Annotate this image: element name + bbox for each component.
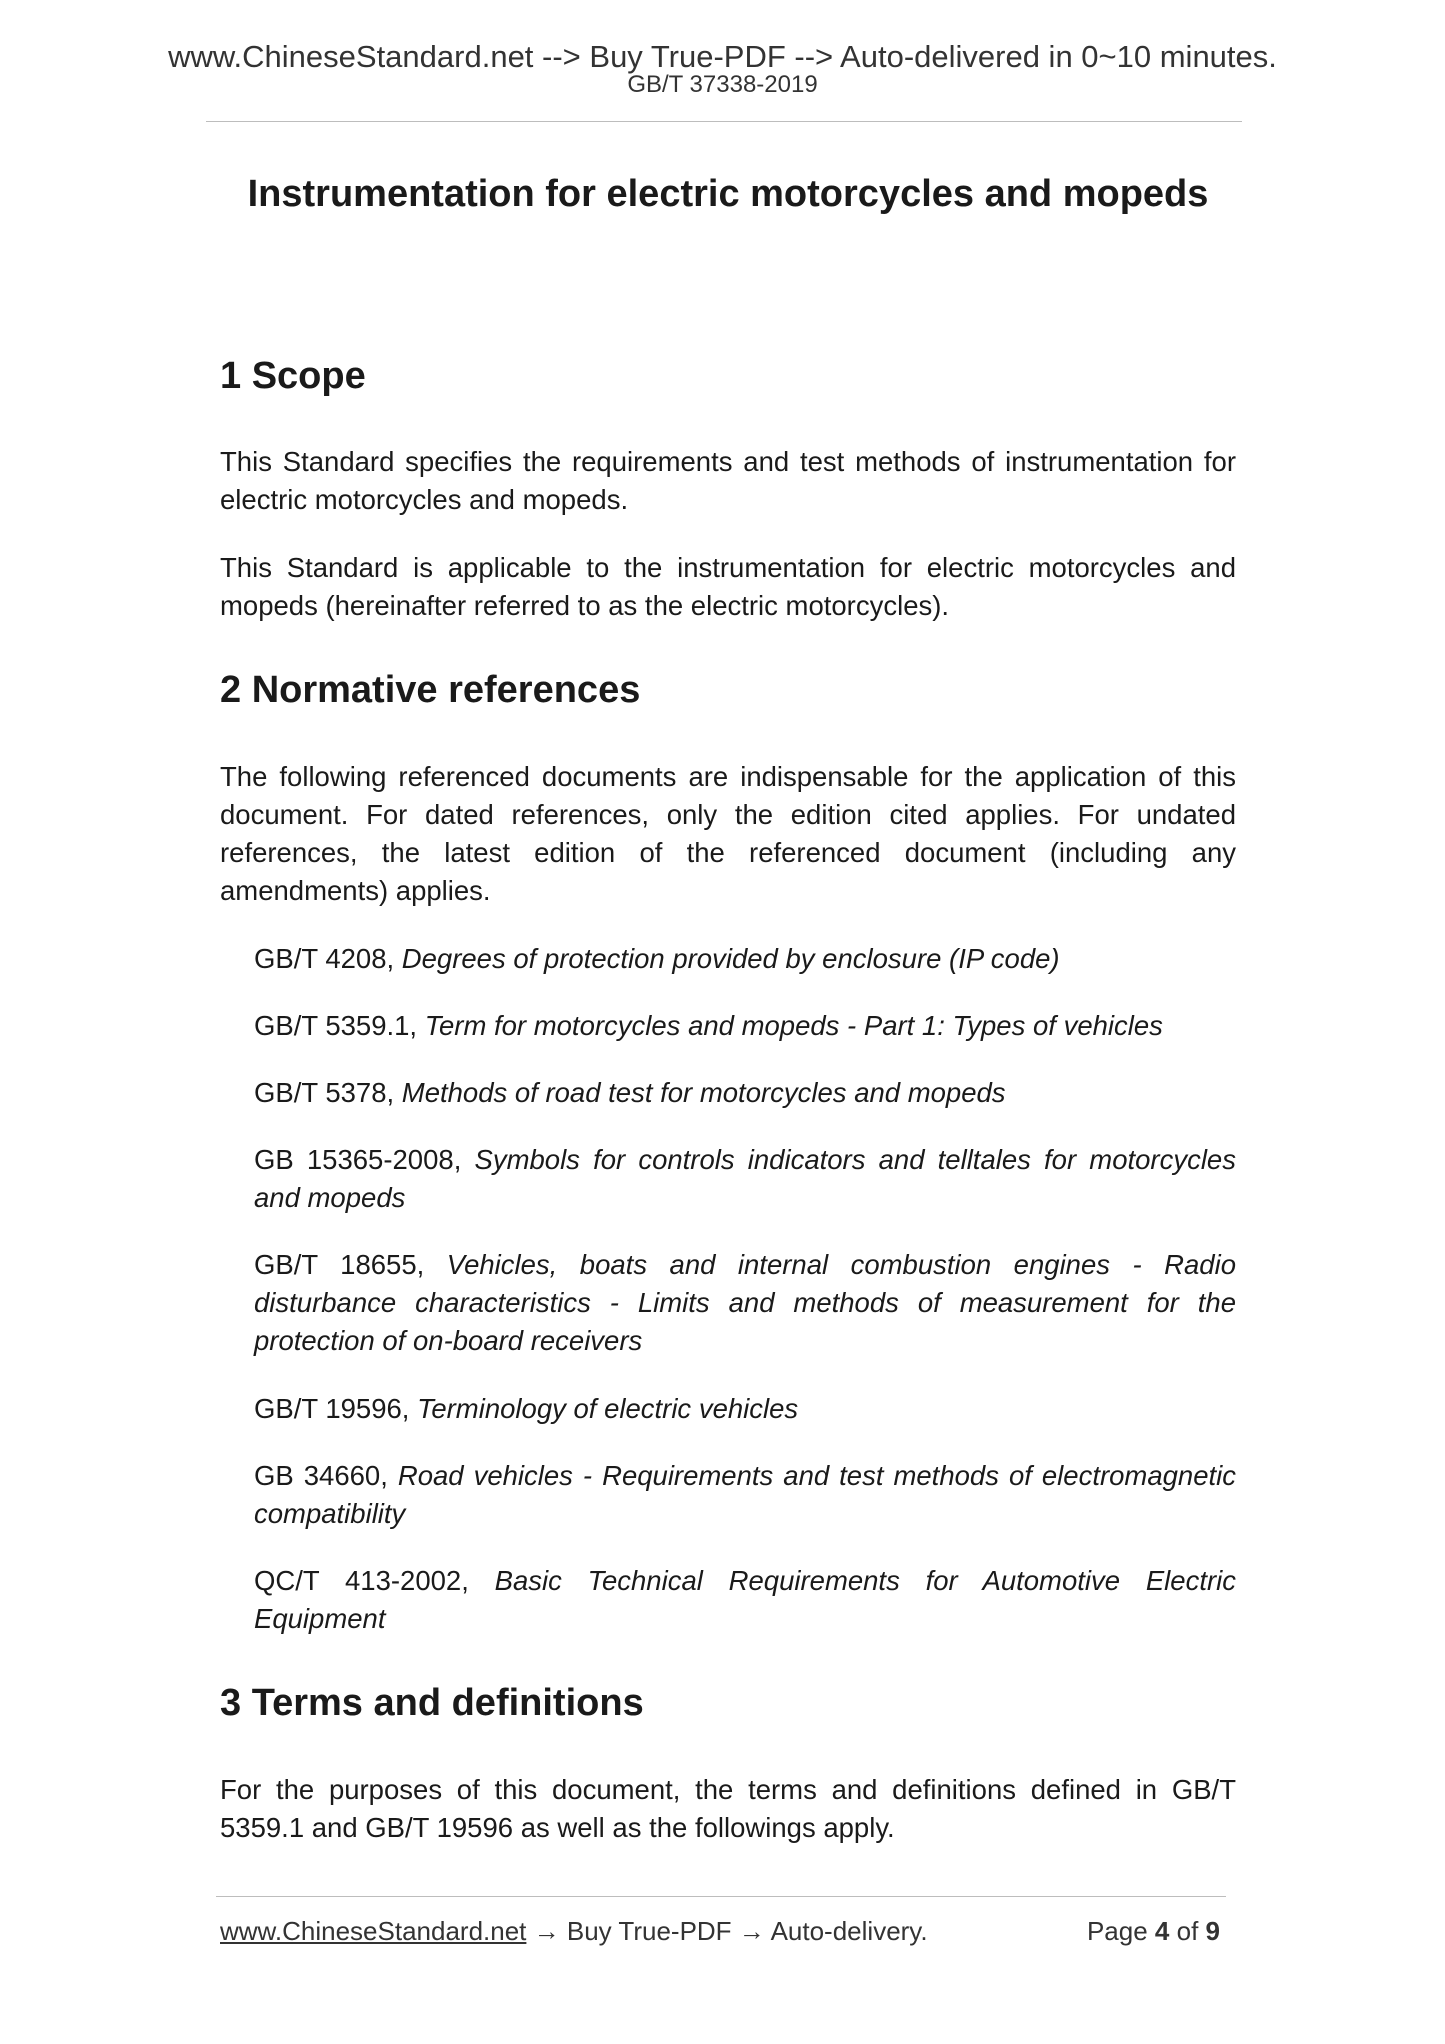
header-divider — [206, 121, 1242, 122]
reference-title: Methods of road test for motorcycles and mopeds — [401, 1077, 1006, 1108]
reference-title: Vehicles, boats and internal combustion engines - Radio disturbance characteristics - Limits and methods of measurement for the protection of on-board receivers — [254, 1249, 1236, 1356]
reference-code: GB/T 4208, — [254, 943, 402, 974]
reference-item — [254, 1390, 1236, 1428]
reference-item — [254, 1562, 1236, 1638]
reference-title: Degrees of protection provided by enclosure (IP code) — [401, 943, 1060, 974]
page-label: Page — [1086, 1916, 1155, 1946]
reference-code: GB/T 19596, — [254, 1393, 418, 1424]
footer-divider — [216, 1896, 1226, 1897]
reference-item — [254, 1074, 1236, 1112]
header-banner: www.ChineseStandard.net --> Buy True-PDF --> Auto-delivered in 0~10 minutes. — [168, 39, 1277, 74]
reference-code: GB 15365-2008, — [254, 1144, 475, 1175]
page-of: of — [1169, 1916, 1206, 1946]
reference-code: GB 34660, — [254, 1460, 398, 1491]
heading-terms-definitions: 3 Terms and definitions — [220, 1682, 644, 1724]
reference-code: GB/T 18655, — [254, 1249, 447, 1280]
reference-title: Road vehicles - Requirements and test methods of electromagnetic compatibility — [254, 1460, 1237, 1529]
reference-item — [254, 1457, 1236, 1533]
reference-item — [254, 1007, 1236, 1045]
reference-code: GB/T 5359.1, — [254, 1010, 425, 1041]
terms-paragraph-1: For the purposes of this document, the terms and definitions defined in GB/T 5359.1 and GB/T 19596 as well as the followings apply. — [220, 1774, 1236, 1843]
reference-item — [254, 1141, 1236, 1217]
footer-promo — [220, 1916, 928, 1946]
scope-paragraph-2: This Standard is applicable to the instrumentation for electric motorcycles and mopeds (hereinafter referred to as the electric motorcycles). — [220, 552, 1236, 621]
footer-site-link[interactable]: www.ChineseStandard.net — [220, 1916, 527, 1946]
heading-normative-references: 2 Normative references — [220, 669, 641, 711]
reference-title: Term for motorcycles and mopeds - Part 1: Types of vehicles — [424, 1010, 1163, 1041]
heading-scope: 1 Scope — [220, 355, 366, 397]
reference-title: Terminology of electric vehicles — [417, 1393, 799, 1424]
reference-item — [254, 1246, 1236, 1360]
page-indicator — [1087, 1916, 1220, 1946]
document-title: Instrumentation for electric motorcycles and mopeds — [247, 173, 1209, 215]
reference-title: Basic Technical Requirements for Automotive Electric Equipment — [254, 1565, 1236, 1634]
reference-title: Symbols for controls indicators and telltales for motorcycles and mopeds — [254, 1144, 1236, 1213]
scope-paragraph-1: This Standard specifies the requirements and test methods of instrumentation for electric motorcycles and mopeds. — [220, 446, 1236, 515]
normative-intro: The following referenced documents are indispensable for the application of this document. For dated references, only the edition cited applies. For undated references, the latest edition of the referenced document (including any amendments) applies. — [220, 761, 1236, 906]
page-total: 9 — [1205, 1916, 1220, 1946]
footer-promo-text: → Buy True-PDF → Auto-delivery. — [526, 1916, 928, 1946]
standard-code: GB/T 37338-2019 — [627, 71, 818, 98]
reference-code: GB/T 5378, — [254, 1077, 402, 1108]
reference-item — [254, 940, 1236, 978]
page-current: 4 — [1154, 1916, 1170, 1946]
reference-code: QC/T 413-2002, — [254, 1565, 495, 1596]
